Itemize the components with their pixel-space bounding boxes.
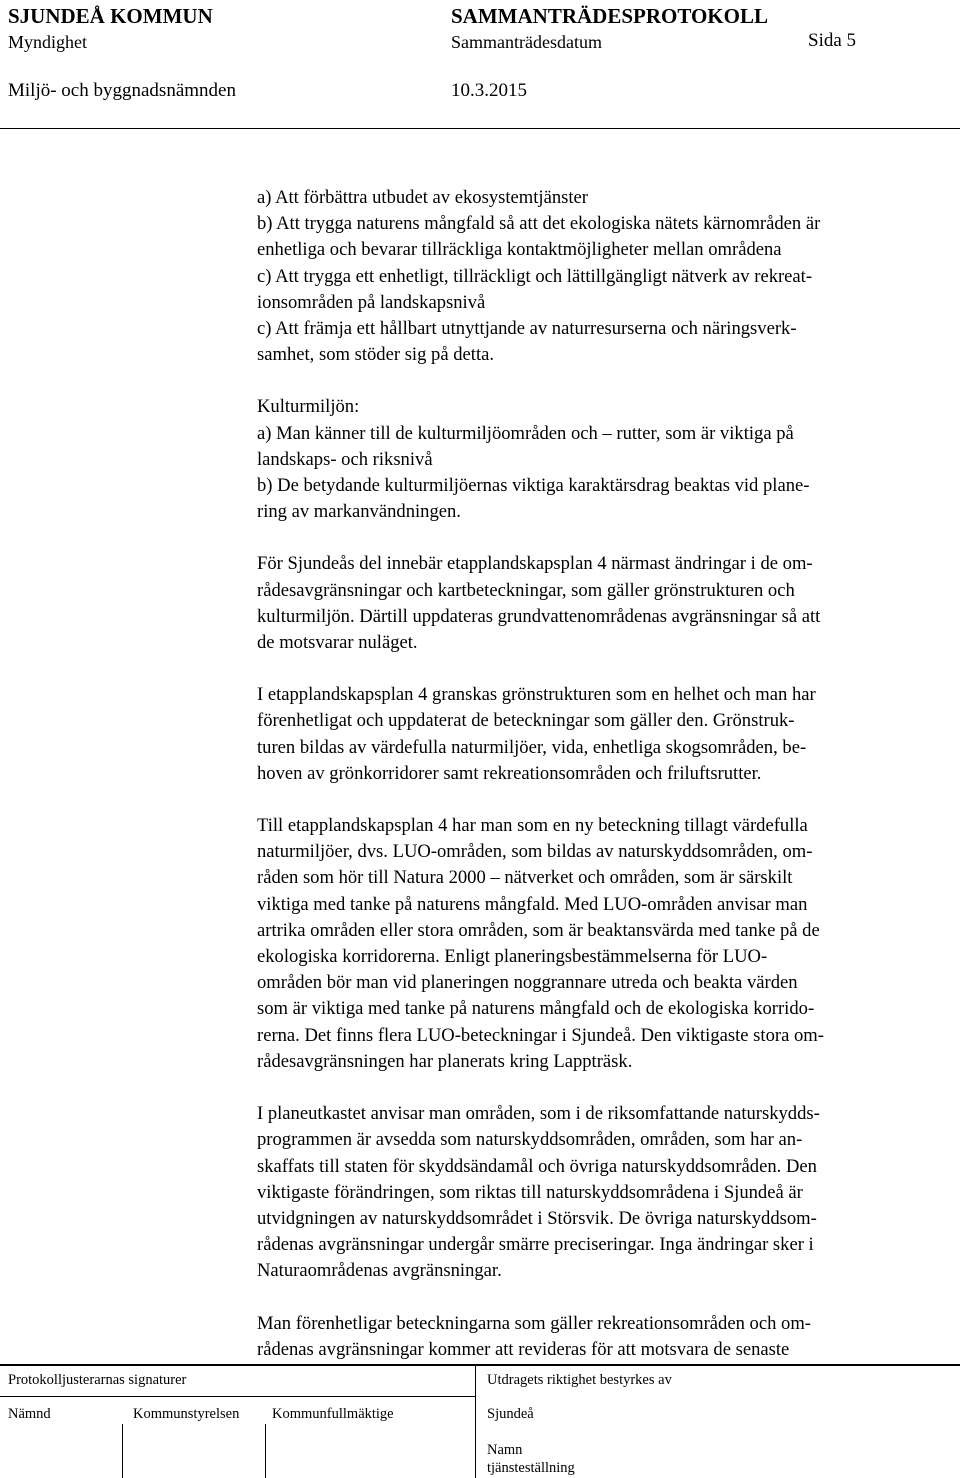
text-line: kulturmiljön. Därtill uppdateras grundvattenområdenas avgränsningar så att (257, 605, 821, 627)
text-line: rerna. Det finns flera LUO-beteckningar i Sjundeå. Den viktigaste stora om- (257, 1024, 824, 1046)
document-body (257, 185, 957, 1363)
text-line: b) De betydande kulturmiljöernas viktiga karaktärsdrag beaktas vid plane- (257, 475, 810, 497)
text-line: rådenas avgränsningar undergår smärre preciseringar. Inga ändringar sker i (257, 1234, 814, 1256)
text-line: utvidgningen av naturskyddsområdet i Störsvik. De övriga naturskyddsom- (257, 1207, 817, 1229)
text-line: Man förenhetligar beteckningarna som gäller rekreationsområden och om- (257, 1312, 811, 1334)
kulturmiljo-section (257, 394, 957, 525)
text-line: områden bör man vid planeringen noggrannare utreda och beakta värden (257, 972, 798, 994)
footer-inner-rule (0, 1396, 475, 1397)
organization-name: SJUNDEÅ KOMMUN (8, 4, 213, 28)
text-line: råden som hör till Natura 2000 – nätverket och områden, som är särskilt (257, 867, 793, 889)
text-line: rådesavgränsningen har planerats kring Lappträsk. (257, 1050, 633, 1072)
text-line: rådesavgränsningar och kartbeteckningar, som gäller grönstrukturen och (257, 579, 795, 601)
text-line: turen bildas av värdefulla naturmiljöer, vida, enhetliga skogsområden, be- (257, 736, 807, 758)
myndighet-label: Myndighet (8, 32, 87, 52)
footer-cell-divider (122, 1424, 123, 1478)
text-line: hoven av grönkorridorer samt rekreationsområden och friluftsrutter. (257, 762, 762, 784)
text-line: naturmiljöer, dvs. LUO-områden, som bildas av naturskyddsområden, om- (257, 841, 813, 863)
paragraph (257, 813, 957, 1075)
text-line: som är viktiga med tanke på naturens mångfald och de ekologiska korrido- (257, 998, 815, 1020)
text-line: I etapplandskapsplan 4 granskas grönstrukturen som en helhet och man har (257, 684, 816, 706)
header-divider (0, 128, 960, 129)
footer-top-rule (0, 1364, 960, 1366)
text-line: artrika områden eller stora områden, som är beaktansvärda med tanke på de (257, 919, 820, 941)
text-line: skaffats till staten för skyddsändamål och övriga naturskyddsområden. Den (257, 1155, 817, 1177)
text-line: förenhetligat och uppdaterat de beteckningar som gäller den. Grönstruk- (257, 710, 795, 732)
text-line: viktiga med tanke på naturens mångfald. Med LUO-områden anvisar man (257, 893, 808, 915)
text-line: landskaps- och riksnivå (257, 448, 433, 470)
text-line: viktigaste förändringen, som riktas till naturskyddsområdena i Sjundeå är (257, 1181, 803, 1203)
text-line: I planeutkastet anvisar man områden, som i de riksomfattande naturskydds- (257, 1103, 820, 1125)
namnd-label: Nämnd (8, 1406, 51, 1422)
text-line: För Sjundeås del innebär etapplandskapsplan 4 närmast ändringar i de om- (257, 553, 813, 575)
meeting-date: 10.3.2015 (451, 80, 527, 101)
signature-footer (0, 1362, 960, 1478)
text-line: de motsvarar nuläget. (257, 632, 418, 654)
text-line: rådenas avgränsningar kommer att revideras för att motsvara de senaste (257, 1338, 790, 1360)
kommunfullmaktige-label: Kommunfullmäktige (272, 1406, 394, 1422)
signatures-label: Protokolljusterarnas signaturer (8, 1372, 187, 1388)
kommunstyrelsen-label: Kommunstyrelsen (133, 1406, 240, 1422)
goals-list (257, 185, 957, 368)
document-type-title: SAMMANTRÄDESPROTOKOLL (451, 4, 768, 28)
text-line: enhetliga och bevarar tillräckliga kontaktmöjligheter mellan områdena (257, 239, 782, 261)
text-line: a) Man känner till de kulturmiljöområden och – rutter, som är viktiga på (257, 422, 794, 444)
text-line: b) Att trygga naturens mångfald så att det ekologiska nätets kärnområden är (257, 213, 821, 235)
committee-name: Miljö- och byggnadsnämnden (8, 80, 236, 101)
text-line: Till etapplandskapsplan 4 har man som en ny beteckning tillagt värdefulla (257, 815, 808, 837)
section-heading: Kulturmiljön: (257, 396, 360, 418)
paragraph (257, 682, 957, 787)
paragraph (257, 1311, 957, 1363)
position-label: tjänsteställning (487, 1460, 575, 1476)
certification-label: Utdragets riktighet bestyrkes av (487, 1372, 672, 1388)
meeting-date-label: Sammanträdesdatum (451, 32, 602, 52)
text-line: Naturaområdenas avgränsningar. (257, 1260, 502, 1282)
footer-cell-divider (265, 1424, 266, 1478)
text-line: ionsområden på landskapsnivå (257, 291, 486, 313)
text-line: programmen är avsedda som naturskyddsområden, områden, som har an- (257, 1129, 803, 1151)
paragraph (257, 551, 957, 656)
paragraph (257, 1101, 957, 1284)
page-number: Sida 5 (808, 30, 857, 51)
text-line: a) Att förbättra utbudet av ekosystemtjänster (257, 187, 588, 208)
name-label: Namn (487, 1442, 523, 1458)
footer-column-divider (475, 1364, 476, 1478)
text-line: c) Att trygga ett enhetligt, tillräckligt och lättillgängligt nätverk av rekreat- (257, 265, 813, 287)
text-line: ring av markanvändningen. (257, 501, 461, 523)
text-line: ekologiska korridorerna. Enligt planeringsbestämmelserna för LUO- (257, 946, 768, 968)
text-line: c) Att främja ett hållbart utnyttjande av naturresurserna och näringsverk- (257, 318, 797, 340)
text-line: samhet, som stöder sig på detta. (257, 344, 495, 366)
place-label: Sjundeå (487, 1406, 534, 1422)
